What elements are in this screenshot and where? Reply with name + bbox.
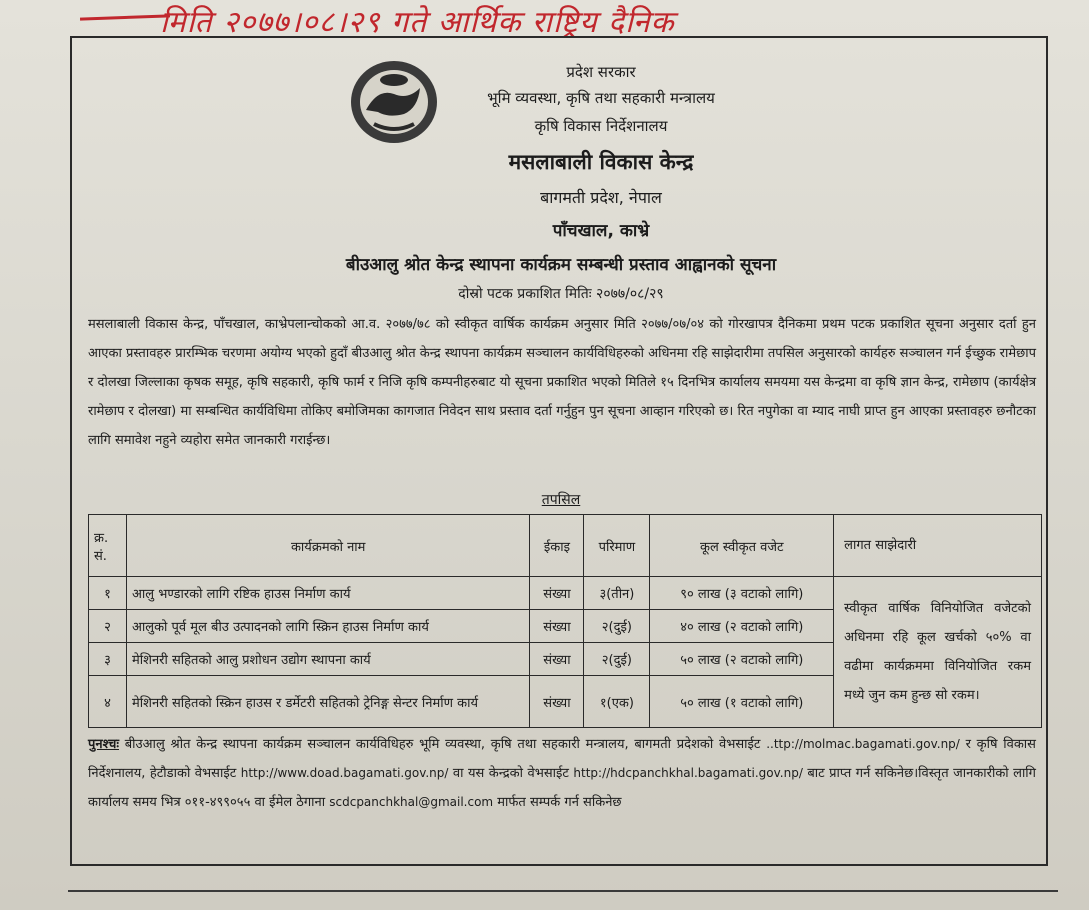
handwritten-note: मिति २०७७।०८।२९ गते आर्थिक राष्ट्रिय दैनिक	[160, 5, 675, 38]
row-budget: ५० लाख (१ वटाको लागि)	[650, 676, 834, 728]
directorate-title: कृषि विकास निर्देशनालय	[534, 117, 668, 135]
notice-box	[70, 36, 1048, 866]
office-website-link[interactable]: http://hdcpanchkhal.bagamati.gov.np/	[573, 766, 803, 780]
col-sn: क्र. सं.	[89, 515, 127, 577]
row-quantity: २(दुई)	[584, 643, 650, 676]
table-header-row	[89, 515, 1042, 577]
published-date: दोस्रो पटक प्रकाशित मितिः २०७७/०८/२९	[458, 286, 664, 302]
row-sn: १	[89, 577, 127, 610]
notice-title: बीउआलु श्रोत केन्द्र स्थापना कार्यक्रम सम्बन्धी प्रस्ताव आह्वानको सूचना	[345, 255, 777, 275]
footer-text-5: मार्फत सम्पर्क गर्न सकिनेछ	[497, 795, 622, 810]
row-sn: २	[89, 610, 127, 643]
col-budget: कूल स्वीकृत वजेट	[650, 515, 834, 577]
row-unit: संख्या	[530, 643, 584, 676]
email-link[interactable]: scdcpanchkhal@gmail.com	[329, 795, 494, 809]
notice-body: मसलाबाली विकास केन्द्र, पाँचखाल, काभ्रेपलान्चोकको आ.व. २०७७/७८ को स्वीकृत वार्षिक कार्यक्रम अनुसार मिति २०७७/०७/०४ को गोरखापत्र दैनिकमा प्रथम पटक प्रकाशित सूचना अनुसार दर्ता हुन आएका प्रस्तावहरु प्रारम्भिक चरणमा अयोग्य भएको हुदाँ बीउआलु श्रोत केन्द्र स्थापना कार्यक्रम सञ्चालन कार्यविधिहरुको अधिनमा रहि साझेदारीमा तपसिल अनुसारको कार्यहरु सञ्चालन गर्न ईच्छुक रामेछाप र दोलखा जिल्लाका कृषक समूह, कृषि सहकारी, कृषि फार्म र निजि कृषि कम्पनीहरुबाट यो सूचना प्रकाशित भएको मितिले १५ दिनभित्र कार्यालय समयमा यस केन्द्रमा वा कृषि ज्ञान केन्द्र, रामेछाप (कार्यक्षेत्र रामेछाप र दोलखा) मा सम्बन्धित कार्यविधिमा तोकिए बमोजिमका कागजात निवेदन साथ प्रस्ताव दर्ता गर्नुहुन पुन सूचना आव्हान गरिएको छ। रित नपुगेका वा म्याद नाघी प्राप्त हुन आएका प्रस्तावहरु छनौटका लागि समावेश नहुने व्यहोरा समेत जानकारी गराईन्छ।	[88, 317, 1036, 448]
row-sn: ३	[89, 643, 127, 676]
footer-text-1: बीउआलु श्रोत केन्द्र स्थापना कार्यक्रम सञ्चालन कार्यविधिहरु भूमि व्यवस्था, कृषि तथा सहकारी मन्त्रालय, बागमती प्रदेशको वेभसाईट	[124, 737, 761, 752]
row-unit: संख्या	[530, 577, 584, 610]
row-sn: ४	[89, 676, 127, 728]
row-budget: ४० लाख (२ वटाको लागि)	[650, 610, 834, 643]
program-table	[88, 514, 1042, 728]
footer-prefix: पुनश्चः	[88, 737, 120, 752]
row-program-name: आलु भण्डारको लागि रष्टिक हाउस निर्माण कार्य	[126, 577, 529, 610]
ministry-title: भूमि व्यवस्था, कृषि तथा सहकारी मन्त्रालय	[487, 89, 715, 107]
cost-sharing-cell: स्वीकृत वार्षिक विनियोजित वजेटको अधिनमा रहि कूल खर्चको ५०% वा वढीमा कार्यक्रममा विनियोजित रकम मध्ये जुन कम हुन्छ सो रकम।	[834, 577, 1042, 728]
row-unit: संख्या	[530, 676, 584, 728]
col-cost-sharing: लागत साझेदारी	[834, 515, 1042, 577]
col-quantity: परिमाण	[584, 515, 650, 577]
row-program-name: मेशिनरी सहितको स्क्रिन हाउस र डर्मेटरी सहितको ट्रेनिङ्ग सेन्टर निर्माण कार्य	[126, 676, 529, 728]
col-unit: ईकाइ	[530, 515, 584, 577]
bottom-divider	[68, 890, 1058, 892]
footer-text-4: बाट प्राप्त गर्न सकिनेछ।विस्तृत जानकारीको लागि कार्यालय समय भित्र ०११-४९९०५५ वा ईमेल ठेगाना	[88, 766, 1036, 810]
directorate-website-link[interactable]: http://www.doad.bagamati.gov.np/	[240, 766, 449, 780]
row-budget: ९० लाख (३ वटाको लागि)	[650, 577, 834, 610]
govt-title: प्रदेश सरकार	[566, 63, 636, 81]
row-budget: ५० लाख (२ वटाको लागि)	[650, 643, 834, 676]
row-program-name: मेशिनरी सहितको आलु प्रशोधन उद्योग स्थापना कार्य	[126, 643, 529, 676]
footer-note	[88, 730, 1036, 817]
row-unit: संख्या	[530, 610, 584, 643]
row-quantity: २(दुई)	[584, 610, 650, 643]
footer-text-3: वा यस केन्द्रको वेभसाईट	[452, 766, 569, 781]
row-program-name: आलुको पूर्व मूल बीउ उत्पादनको लागि स्क्रिन हाउस निर्माण कार्य	[126, 610, 529, 643]
table-row	[89, 577, 1042, 610]
province-line: बागमती प्रदेश, नेपाल	[540, 188, 662, 207]
row-quantity: १(एक)	[584, 676, 650, 728]
table-caption: तपसिल	[541, 492, 581, 508]
place-line: पाँचखाल, काभ्रे	[552, 221, 650, 241]
ministry-website-link[interactable]: ..ttp://molmac.bagamati.gov.np/	[766, 737, 960, 751]
row-quantity: ३(तीन)	[584, 577, 650, 610]
handwritten-stroke	[80, 14, 170, 20]
col-program-name: कार्यक्रमको नाम	[126, 515, 529, 577]
office-title: मसलाबाली विकास केन्द्र	[508, 150, 694, 174]
footer-text-2: र कृषि विकास निर्देशनालय, हेटौडाको वेभसाईट	[88, 737, 1036, 781]
